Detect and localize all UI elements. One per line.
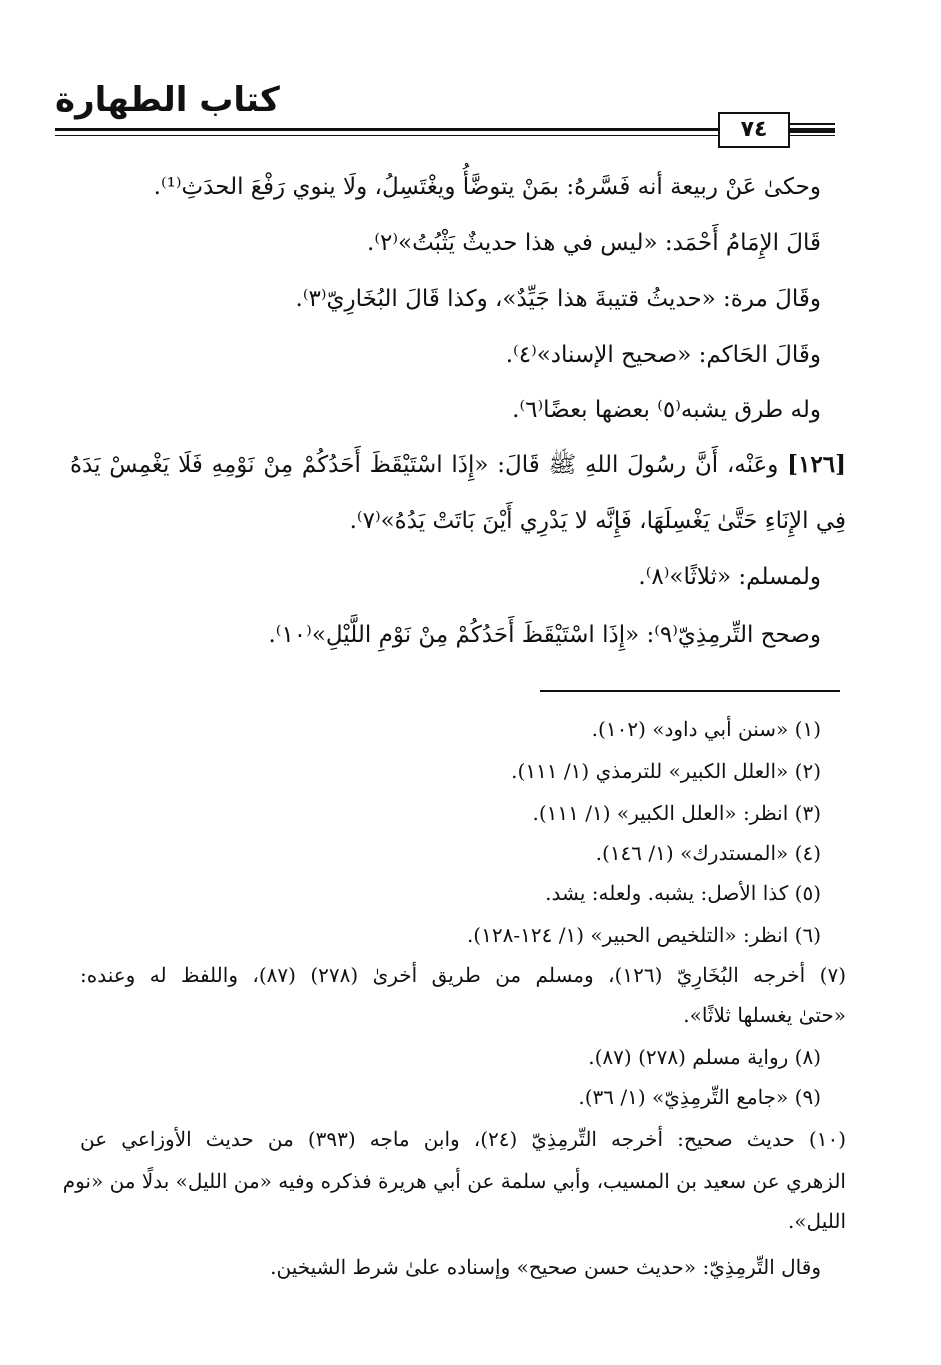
footnote-10-line-1: (١٠) حديث صحيح: أخرجه التِّرمِذِيّ (٢٤)، وابن ماجه (٣٩٣) من حديث الأوزاعي عن xyxy=(80,1127,846,1151)
footnote-3: (٣) انظر: «العلل الكبير» (١/ ١١١). xyxy=(532,801,821,825)
footnote-1: (١) «سنن أبي داود» (١٠٢). xyxy=(591,717,821,741)
page-number-tick-top xyxy=(790,123,835,125)
footnote-2: (٢) «العلل الكبير» للترمذي (١/ ١١١). xyxy=(511,759,821,783)
book-title: كتاب الطهارة xyxy=(55,80,280,120)
footnote-8: (٨) رواية مسلم (٢٧٨) (٨٧). xyxy=(588,1045,821,1069)
footnote-6: (٦) انظر: «التلخيص الحبير» (١/ ١٢٤-١٢٨). xyxy=(466,923,821,947)
footnote-7-line-1: (٧) أخرجه البُخَارِيّ (١٢٦)، ومسلم من طريق أخرىٰ (٢٧٨) (٨٧)، واللفظ له وعنده: xyxy=(80,963,846,987)
footnote-5: (٥) كذا الأصل: يشبه. ولعله: يشد. xyxy=(545,881,821,905)
footnote-4: (٤) «المستدرك» (١/ ١٤٦). xyxy=(595,841,821,865)
text-line-1: وحكىٰ عَنْ ربيعة أنه فَسَّرهُ: بمَنْ يتوضَّأُ ويغْتَسِلُ، ولَا ينوي رَفْعَ الحدَثِ⁽¹⁾. xyxy=(153,174,821,200)
page-number: ٧٤ xyxy=(718,112,790,148)
text-line-9: وصحح التِّرمِذِيّ⁽٩⁾: «إِذَا اسْتَيْقَظَ أَحَدُكُمْ مِنْ نَوْمِ اللَّيْلِ»⁽١٠⁾. xyxy=(268,622,821,648)
text-line-3: وقَالَ مرة: «حديثُ قتيبةَ هذا جَيِّدٌ»، وكذا قَالَ البُخَارِيّ⁽٣⁾. xyxy=(295,286,821,312)
footnote-7-line-2: «حتىٰ يغسلها ثلاثًا». xyxy=(683,1003,846,1027)
footnote-10-note: وقال التِّرمِذِيّ: «حديث حسن صحيح» وإسناده علىٰ شرط الشيخين. xyxy=(270,1255,821,1279)
hadith-line-1 xyxy=(70,450,846,480)
page-number-tick-bottom xyxy=(790,131,835,133)
text-line-5: وله طرق يشبه⁽٥⁾ بعضها بعضًا⁽٦⁾. xyxy=(512,397,821,423)
hadith-number: [١٢٦] xyxy=(787,451,847,478)
hadith-text-1: وعَنْه، أَنَّ رسُولَ اللهِ ﷺ قَالَ: «إِذَا اسْتَيْقَظَ أَحَدُكُمْ مِنْ نَوْمِهِ فَلَا يَغْمِسْ يَدَهُ xyxy=(70,452,779,478)
hadith-line-2: فِي الإِنَاءِ حَتَّىٰ يَغْسِلَهَا، فَإِنَّه لا يَدْرِي أَيْنَ بَاتَتْ يَدُهُ»⁽٧⁾. xyxy=(349,508,846,534)
footnote-10-line-3: الليل». xyxy=(787,1209,846,1233)
text-line-8: ولمسلم: «ثلاثًا»⁽٨⁾. xyxy=(638,564,821,590)
text-line-2: قَالَ الإِمَامُ أَحْمَد: «ليس في هذا حديثٌ يَثْبُتُ»⁽٢⁾. xyxy=(367,230,821,256)
footnote-9: (٩) «جامع التِّرمِذِيّ» (١/ ٣٦). xyxy=(578,1085,821,1109)
footnote-10-line-2: الزهري عن سعيد بن المسيب، وأبي سلمة عن أبي هريرة فذكره وفيه «من الليل» بدلًا من «نوم xyxy=(62,1169,846,1193)
text-line-4: وقَالَ الحَاكم: «صحيح الإسناد»⁽٤⁾. xyxy=(505,342,821,368)
footnote-divider xyxy=(540,690,840,692)
